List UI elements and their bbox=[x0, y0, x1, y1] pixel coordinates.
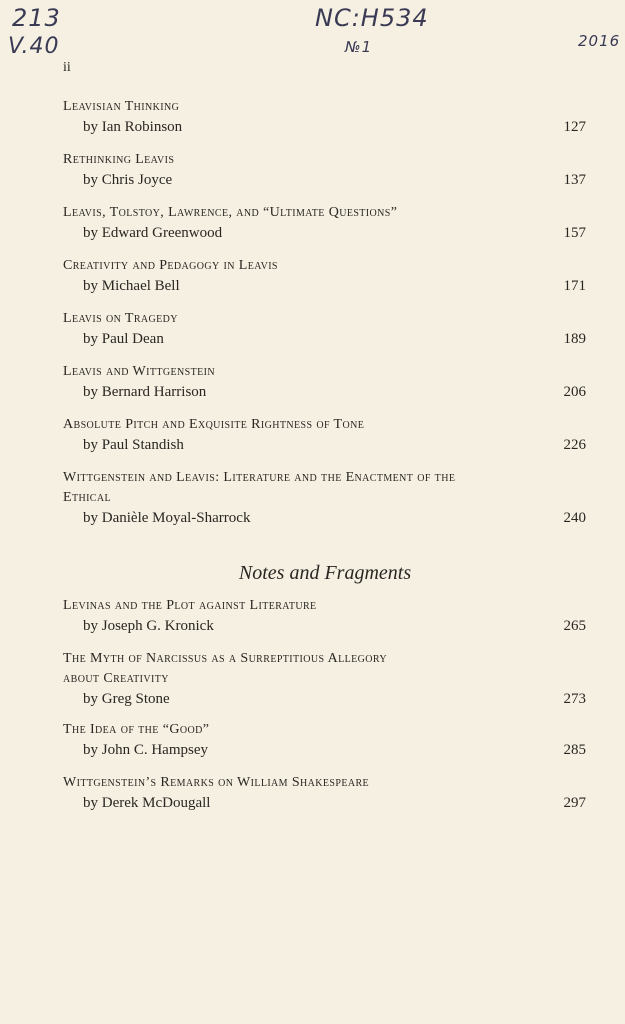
entry-title: The Myth of Narcissus as a Surreptitious Allegory bbox=[63, 651, 388, 666]
entry-author: by Paul Dean bbox=[83, 331, 164, 347]
entry-author: by John C. Hampsey bbox=[83, 742, 208, 758]
entry-page: 285 bbox=[563, 742, 586, 758]
entry-author: by Paul Standish bbox=[83, 437, 184, 453]
entry-page: 127 bbox=[563, 119, 586, 135]
entry-title: Ethical bbox=[63, 490, 112, 505]
entry-title: Levinas and the Plot against Literature bbox=[63, 598, 317, 613]
toc-entry bbox=[63, 649, 586, 709]
toc-entry bbox=[63, 309, 586, 349]
entry-title: Creativity and Pedagogy in Leavis bbox=[63, 258, 278, 273]
entry-title: Leavis, Tolstoy, Lawrence, and “Ultimate Questions” bbox=[63, 205, 398, 220]
entry-author: by Danièle Moyal-Sharrock bbox=[83, 510, 251, 526]
toc-entry bbox=[63, 256, 586, 296]
entry-author: by Chris Joyce bbox=[83, 172, 173, 188]
entry-page: 171 bbox=[563, 278, 586, 294]
toc-entry bbox=[63, 203, 586, 243]
entry-title: Leavisian Thinking bbox=[63, 99, 180, 114]
entry-author: by Ian Robinson bbox=[83, 119, 183, 135]
toc-entry bbox=[63, 720, 586, 760]
entry-page: 137 bbox=[563, 172, 586, 188]
entry-page: 206 bbox=[563, 384, 586, 400]
entry-author: by Bernard Harrison bbox=[83, 384, 207, 400]
toc-entry bbox=[63, 415, 586, 455]
handwritten-note: 213 bbox=[12, 4, 61, 32]
toc-entry bbox=[63, 97, 586, 137]
page-number: ii bbox=[63, 60, 71, 75]
entry-page: 189 bbox=[563, 331, 586, 347]
entry-author: by Greg Stone bbox=[83, 691, 170, 707]
entry-title: Absolute Pitch and Exquisite Rightness of Tone bbox=[63, 417, 365, 432]
toc-entry bbox=[63, 468, 586, 528]
handwritten-note: V.40 bbox=[8, 34, 60, 59]
entry-author: by Michael Bell bbox=[83, 278, 180, 294]
entry-page: 273 bbox=[563, 691, 586, 707]
toc-entry bbox=[63, 596, 586, 636]
entry-page: 265 bbox=[563, 618, 586, 634]
entry-title: Leavis on Tragedy bbox=[63, 311, 178, 326]
entry-author: by Edward Greenwood bbox=[83, 225, 223, 241]
entry-title: Rethinking Leavis bbox=[63, 152, 175, 167]
entry-title: Wittgenstein’s Remarks on William Shakespeare bbox=[63, 775, 370, 790]
section-heading: Notes and Fragments bbox=[238, 562, 412, 584]
toc-entry bbox=[63, 150, 586, 190]
entry-page: 297 bbox=[563, 795, 586, 811]
entry-title: Leavis and Wittgenstein bbox=[63, 364, 215, 379]
handwritten-note: NC:H534 bbox=[315, 4, 429, 32]
handwritten-note: №1 bbox=[345, 38, 373, 56]
entry-page: 157 bbox=[563, 225, 586, 241]
handwritten-note: 2016 bbox=[578, 32, 621, 50]
entry-author: by Joseph G. Kronick bbox=[83, 618, 214, 634]
entry-title: about Creativity bbox=[63, 671, 169, 686]
entry-title: Wittgenstein and Leavis: Literature and the Enactment of the bbox=[63, 470, 456, 485]
toc-entry bbox=[63, 362, 586, 402]
toc-entry bbox=[63, 773, 586, 813]
entry-author: by Derek McDougall bbox=[83, 795, 211, 811]
entry-page: 240 bbox=[563, 510, 586, 526]
entry-title: The Idea of the “Good” bbox=[63, 722, 210, 737]
entry-page: 226 bbox=[563, 437, 586, 453]
